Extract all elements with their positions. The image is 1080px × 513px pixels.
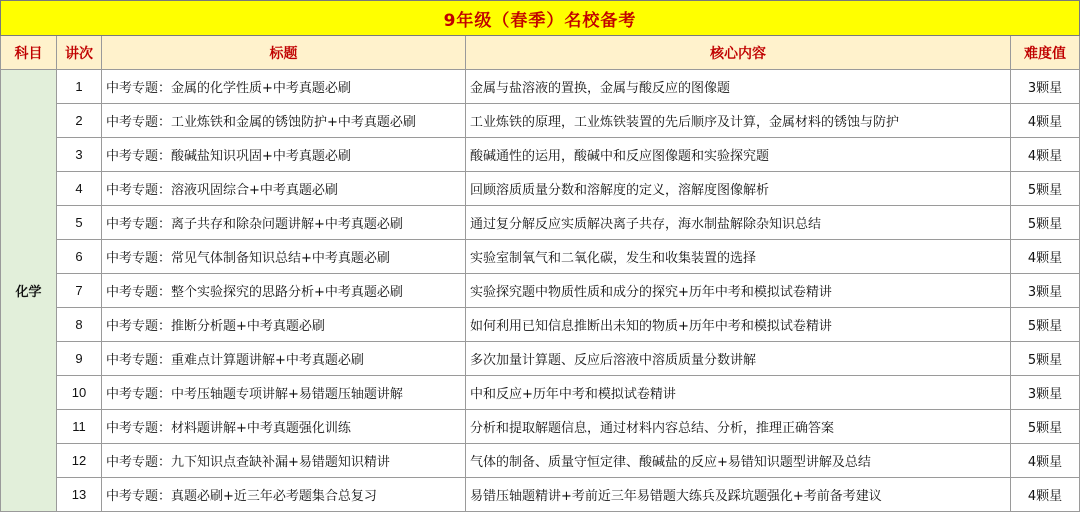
lesson-content: 分析和提取解题信息，通过材料内容总结、分析，推理正确答案 (466, 410, 1011, 444)
table-row (1, 478, 1080, 512)
lesson-difficulty: 4颗星 (1011, 138, 1080, 172)
lesson-difficulty: 3颗星 (1011, 376, 1080, 410)
lesson-title: 中考专题：常见气体制备知识总结+中考真题必刷 (102, 240, 466, 274)
lesson-title: 中考专题：金属的化学性质+中考真题必刷 (102, 70, 466, 104)
lesson-title: 中考专题：工业炼铁和金属的锈蚀防护+中考真题必刷 (102, 104, 466, 138)
page-title: 9年级（春季）名校备考 (1, 1, 1080, 36)
table-row (1, 410, 1080, 444)
lesson-number: 8 (57, 308, 102, 342)
lesson-difficulty: 4颗星 (1011, 444, 1080, 478)
table-row (1, 444, 1080, 478)
lesson-content: 易错压轴题精讲+考前近三年易错题大练兵及踩坑题强化+考前备考建议 (466, 478, 1011, 512)
lesson-number: 4 (57, 172, 102, 206)
table-row (1, 240, 1080, 274)
lesson-difficulty: 5颗星 (1011, 206, 1080, 240)
header-content: 核心内容 (466, 36, 1011, 70)
lesson-title: 中考专题：九下知识点查缺补漏+易错题知识精讲 (102, 444, 466, 478)
header-lesson: 讲次 (57, 36, 102, 70)
lesson-title: 中考专题：整个实验探究的思路分析+中考真题必刷 (102, 274, 466, 308)
lesson-content: 金属与盐溶液的置换，金属与酸反应的图像题 (466, 70, 1011, 104)
lesson-difficulty: 5颗星 (1011, 342, 1080, 376)
lesson-difficulty: 4颗星 (1011, 478, 1080, 512)
header-difficulty: 难度值 (1011, 36, 1080, 70)
lesson-difficulty: 3颗星 (1011, 274, 1080, 308)
lesson-difficulty: 4颗星 (1011, 104, 1080, 138)
header-subject: 科目 (1, 36, 57, 70)
table-row (1, 138, 1080, 172)
subject-cell: 化学 (1, 70, 57, 512)
table-row (1, 308, 1080, 342)
lesson-content: 中和反应+历年中考和模拟试卷精讲 (466, 376, 1011, 410)
lesson-title: 中考专题：真题必刷+近三年必考题集合总复习 (102, 478, 466, 512)
table-row (1, 376, 1080, 410)
lesson-difficulty: 3颗星 (1011, 70, 1080, 104)
lesson-content: 多次加量计算题、反应后溶液中溶质质量分数讲解 (466, 342, 1011, 376)
lesson-title: 中考专题：中考压轴题专项讲解+易错题压轴题讲解 (102, 376, 466, 410)
lesson-content: 实验探究题中物质性质和成分的探究+历年中考和模拟试卷精讲 (466, 274, 1011, 308)
lesson-content: 气体的制备、质量守恒定律、酸碱盐的反应+易错知识题型讲解及总结 (466, 444, 1011, 478)
lesson-difficulty: 5颗星 (1011, 308, 1080, 342)
table-row (1, 206, 1080, 240)
lesson-content: 通过复分解反应实质解决离子共存，海水制盐解除杂知识总结 (466, 206, 1011, 240)
table-row (1, 70, 1080, 104)
lesson-title: 中考专题：溶液巩固综合+中考真题必刷 (102, 172, 466, 206)
lesson-difficulty: 4颗星 (1011, 240, 1080, 274)
lesson-content: 如何利用已知信息推断出未知的物质+历年中考和模拟试卷精讲 (466, 308, 1011, 342)
table-row (1, 274, 1080, 308)
lesson-content: 工业炼铁的原理，工业炼铁装置的先后顺序及计算，金属材料的锈蚀与防护 (466, 104, 1011, 138)
lesson-title: 中考专题：重难点计算题讲解+中考真题必刷 (102, 342, 466, 376)
table-row (1, 172, 1080, 206)
lesson-number: 9 (57, 342, 102, 376)
lesson-number: 3 (57, 138, 102, 172)
lesson-title: 中考专题：推断分析题+中考真题必刷 (102, 308, 466, 342)
lesson-number: 11 (57, 410, 102, 444)
lesson-title: 中考专题：酸碱盐知识巩固+中考真题必刷 (102, 138, 466, 172)
header-row (1, 36, 1080, 70)
lesson-number: 1 (57, 70, 102, 104)
lesson-number: 10 (57, 376, 102, 410)
lesson-content: 酸碱通性的运用，酸碱中和反应图像题和实验探究题 (466, 138, 1011, 172)
lesson-number: 7 (57, 274, 102, 308)
lesson-number: 13 (57, 478, 102, 512)
table-row (1, 104, 1080, 138)
lesson-content: 回顾溶质质量分数和溶解度的定义，溶解度图像解析 (466, 172, 1011, 206)
lesson-difficulty: 5颗星 (1011, 410, 1080, 444)
lesson-difficulty: 5颗星 (1011, 172, 1080, 206)
lesson-number: 5 (57, 206, 102, 240)
lesson-content: 实验室制氧气和二氧化碳，发生和收集装置的选择 (466, 240, 1011, 274)
lesson-number: 2 (57, 104, 102, 138)
lesson-number: 12 (57, 444, 102, 478)
title-row (1, 1, 1080, 36)
header-title: 标题 (102, 36, 466, 70)
lesson-title: 中考专题：离子共存和除杂问题讲解+中考真题必刷 (102, 206, 466, 240)
lesson-title: 中考专题：材料题讲解+中考真题强化训练 (102, 410, 466, 444)
table-row (1, 342, 1080, 376)
lesson-number: 6 (57, 240, 102, 274)
